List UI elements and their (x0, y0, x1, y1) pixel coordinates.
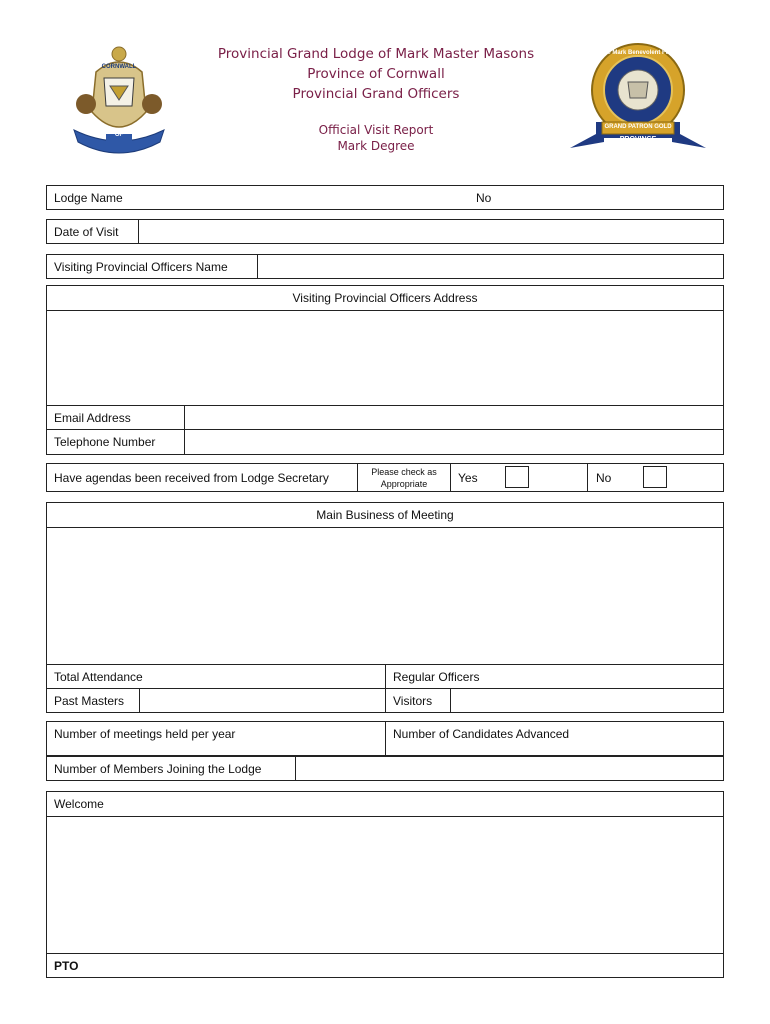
date-of-visit-input[interactable] (139, 220, 723, 243)
divider (587, 464, 588, 491)
header-line-2: Province of Cornwall (307, 66, 445, 82)
agendas-row (46, 463, 724, 492)
regular-officers-label: Regular Officers (393, 669, 480, 684)
lodge-no-input[interactable] (507, 186, 723, 209)
right-logo-sub-text: PROVINCE (619, 136, 657, 143)
pto-label: PTO (54, 958, 79, 973)
main-business-input[interactable] (47, 528, 723, 664)
meetings-row (46, 721, 724, 756)
officers-name-label: Visiting Provincial Officers Name (54, 259, 228, 274)
main-business-block (46, 502, 724, 713)
yes-label: Yes (458, 470, 478, 485)
meetings-per-year-label: Number of meetings held per year (54, 726, 236, 741)
visitors-input[interactable] (451, 689, 723, 712)
lodge-name-row (46, 185, 724, 210)
officers-name-row (46, 254, 724, 279)
officers-address-input[interactable] (47, 311, 723, 405)
left-logo-top-text: CORNWALL (101, 64, 137, 70)
officers-address-block (46, 285, 724, 455)
members-joining-input[interactable] (296, 757, 723, 780)
yes-checkbox[interactable] (505, 466, 529, 488)
no-label: No (596, 470, 612, 485)
cornwall-crest-icon (66, 42, 172, 160)
header-line-5: Mark Degree (337, 139, 415, 153)
members-joining-row (46, 756, 724, 781)
mark-benevolent-fund-logo (566, 42, 710, 156)
main-business-label: Main Business of Meeting (316, 508, 454, 522)
officers-address-label: Visiting Provincial Officers Address (292, 291, 478, 305)
header-line-1: Provincial Grand Lodge of Mark Master Masons (217, 46, 535, 62)
telephone-label: Telephone Number (54, 435, 156, 449)
total-attendance-label: Total Attendance (54, 669, 143, 684)
cornwall-crest-logo (66, 42, 172, 160)
visitors-label: Visitors (393, 693, 433, 708)
candidates-advanced-label: Number of Candidates Advanced (393, 726, 570, 741)
date-of-visit-row (46, 219, 724, 244)
left-logo-ribbon-text: OF (114, 132, 124, 138)
past-masters-input[interactable] (140, 689, 385, 712)
welcome-label: Welcome (54, 797, 104, 811)
past-masters-label: Past Masters (54, 693, 125, 708)
welcome-input[interactable] (47, 817, 723, 953)
date-of-visit-label: Date of Visit (54, 224, 119, 239)
officers-name-input[interactable] (258, 255, 723, 278)
right-logo-ring-text: The Mark Benevolent Fund (600, 50, 677, 56)
header-line-3: Provincial Grand Officers (292, 86, 460, 102)
header-line-4: Official Visit Report (318, 123, 434, 137)
right-logo-banner-text: GRAND PATRON GOLD (604, 124, 672, 130)
no-checkbox[interactable] (643, 466, 667, 488)
email-label: Email Address (54, 410, 131, 425)
email-input[interactable] (185, 406, 723, 429)
lodge-no-label: No (476, 190, 492, 205)
divider (47, 953, 723, 954)
members-joining-label: Number of Members Joining the Lodge (54, 761, 262, 776)
lodge-name-input[interactable] (177, 186, 477, 209)
welcome-block (46, 791, 724, 978)
check-hint: Please check as Appropriate (371, 466, 437, 489)
lodge-name-label: Lodge Name (54, 190, 123, 205)
telephone-input[interactable] (185, 430, 723, 454)
agendas-label: Have agendas been received from Lodge Secretary (54, 470, 329, 485)
